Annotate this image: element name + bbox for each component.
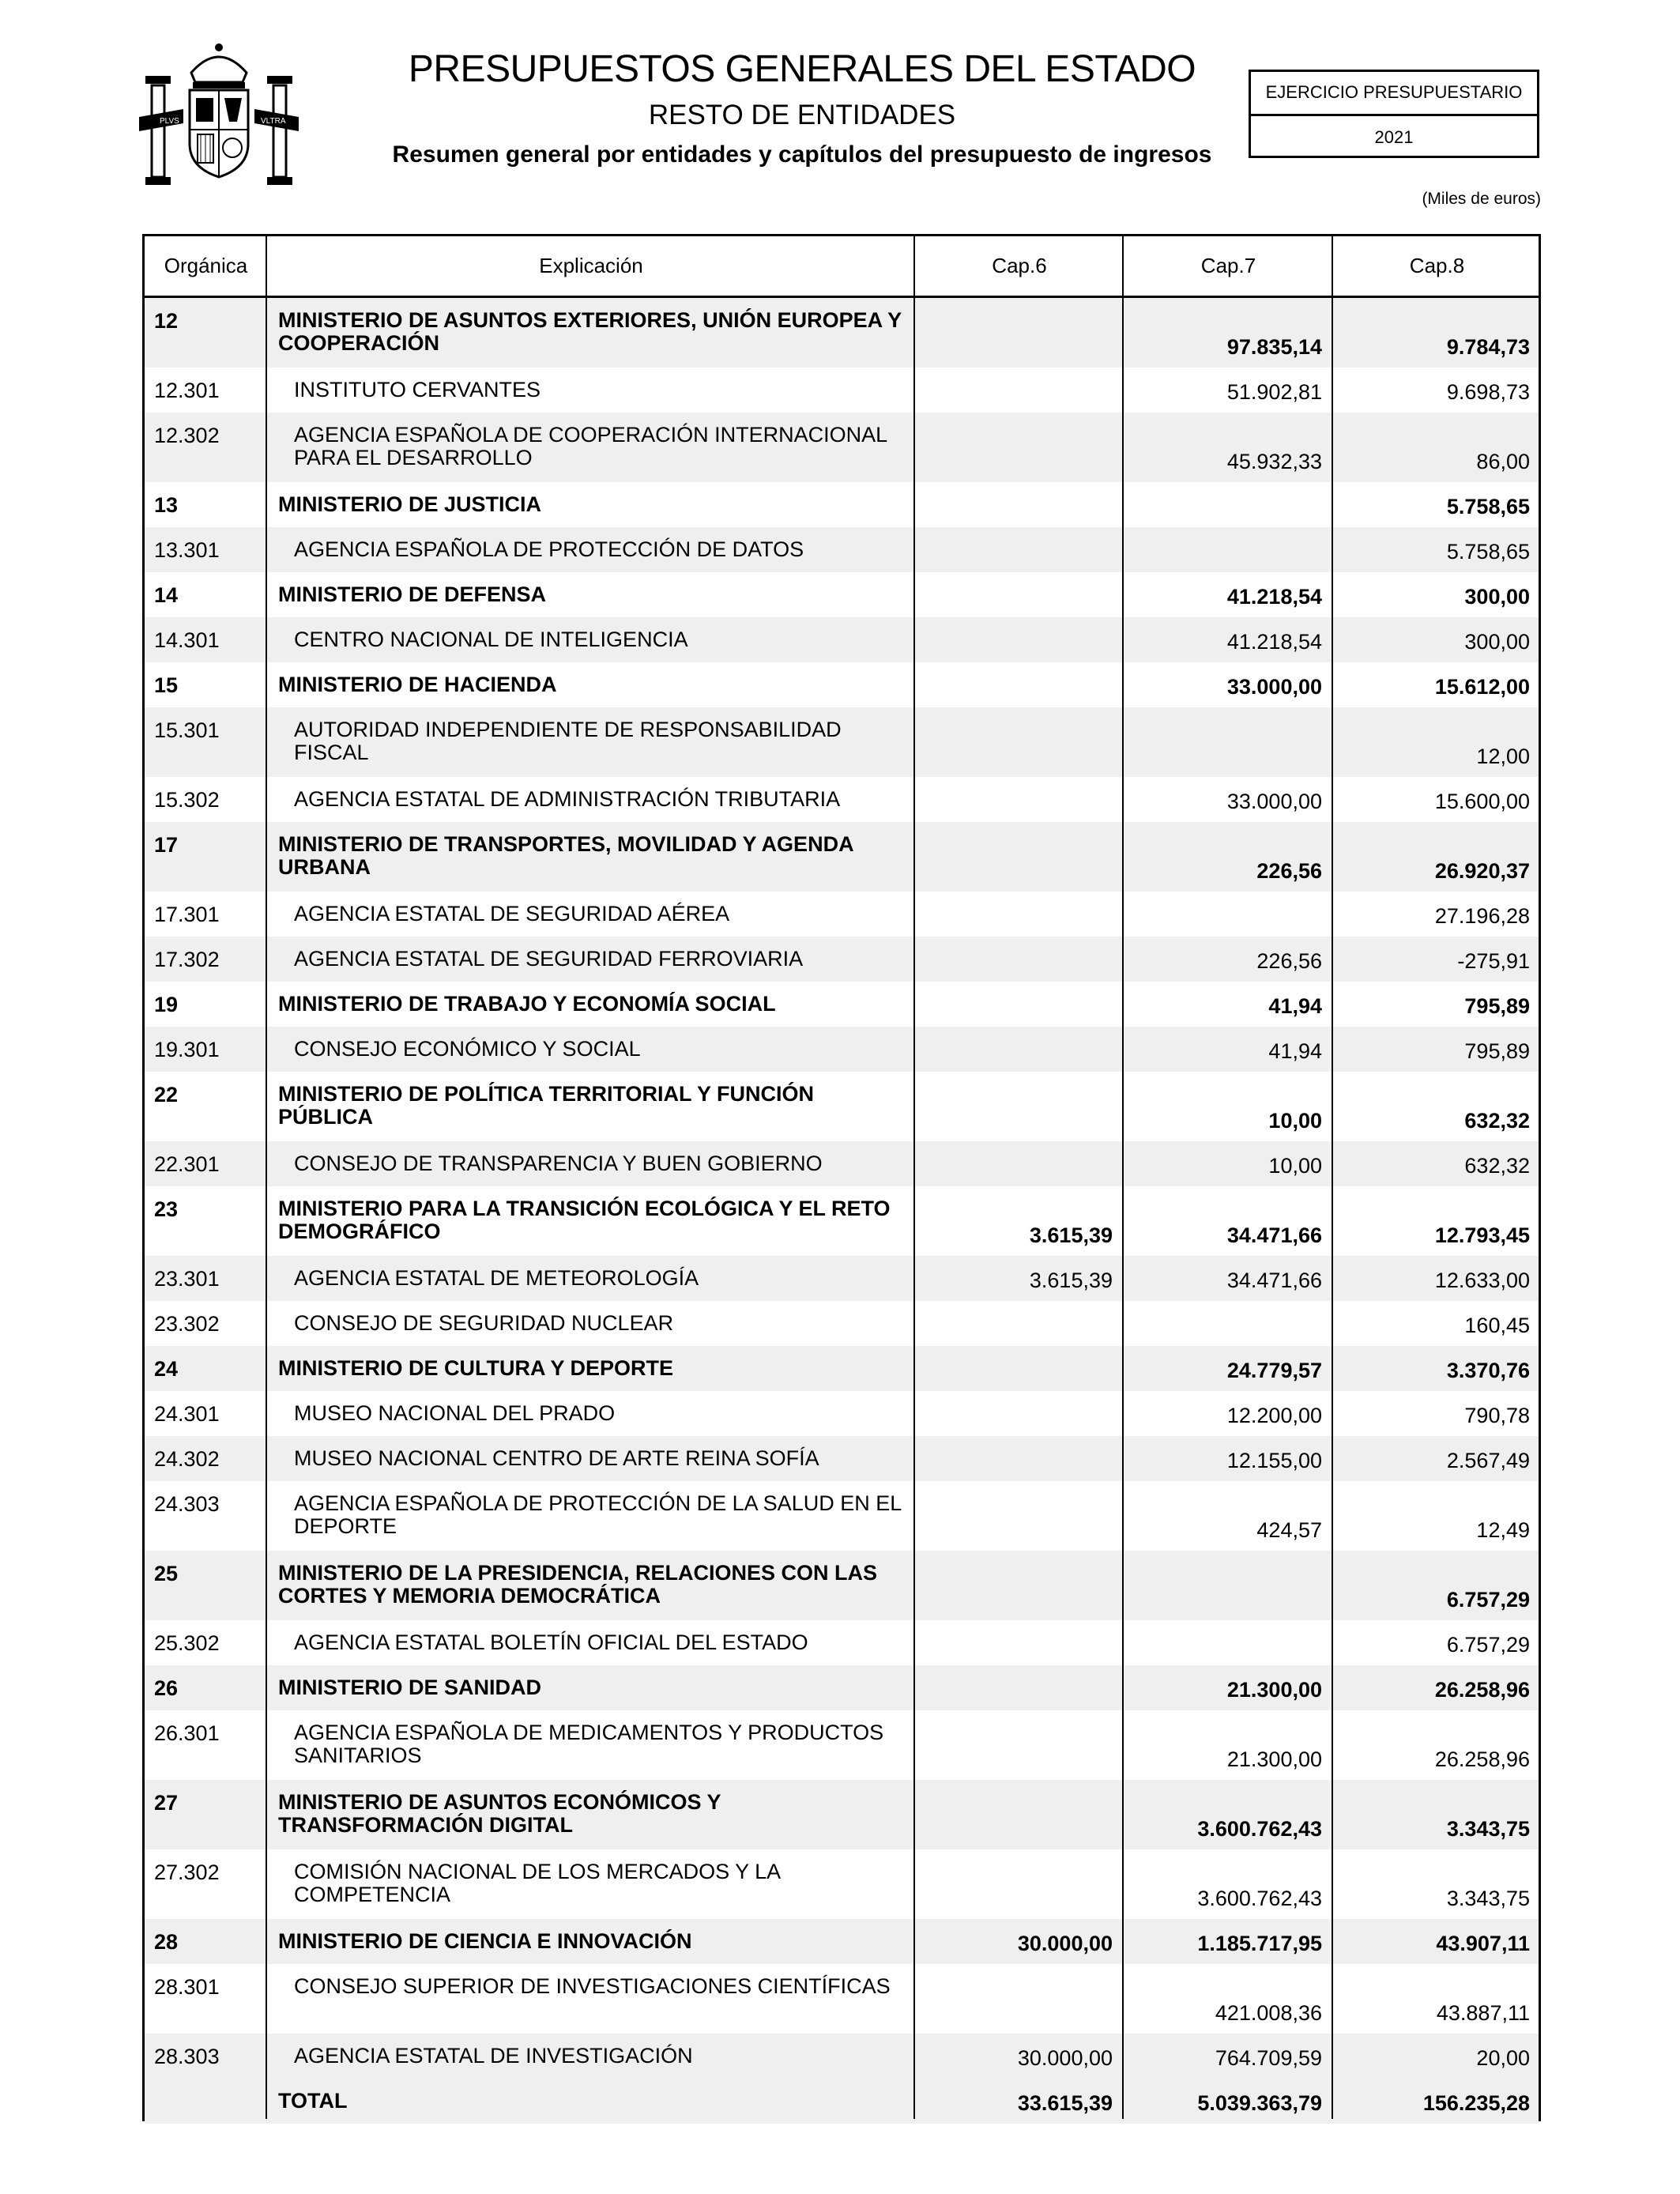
- explicacion-cell: CONSEJO ECONÓMICO Y SOCIAL: [294, 1037, 641, 1061]
- explicacion-cell: MINISTERIO DE CULTURA Y DEPORTE: [278, 1356, 674, 1380]
- cap7-cell: [1124, 1301, 1333, 1346]
- cap6-cell: [915, 777, 1124, 822]
- cap6-cell: [915, 298, 1124, 368]
- explicacion-cell: MINISTERIO DE TRANSPORTES, MOVILIDAD Y AGENDA URBANA: [278, 832, 853, 879]
- cap8-cell: 26.258,96: [1434, 1678, 1530, 1702]
- organica-cell: 12: [154, 309, 179, 333]
- explicacion-cell: CONSEJO DE TRANSPARENCIA Y BUEN GOBIERNO: [294, 1152, 823, 1175]
- cap7-cell: 41.218,54: [1226, 630, 1322, 654]
- organica-cell: 15.301: [154, 718, 220, 742]
- entity-row: [145, 1141, 1539, 1186]
- cap7-cell: 45.932,33: [1226, 450, 1322, 473]
- total-row: [145, 2079, 1539, 2124]
- organica-cell: 24.302: [154, 1447, 220, 1471]
- cap6-cell: [915, 368, 1124, 413]
- cap7-cell: 226,56: [1256, 949, 1322, 973]
- cap7-cell: 34.471,66: [1226, 1223, 1322, 1247]
- explicacion-cell: TOTAL: [278, 2089, 348, 2113]
- entity-row: [145, 1027, 1539, 1072]
- ministry-row: [145, 1551, 1539, 1620]
- organica-cell: 28: [154, 1930, 179, 1954]
- column-header-organica: Orgánica: [164, 254, 248, 277]
- cap7-cell: [1124, 1620, 1333, 1665]
- explicacion-cell: MUSEO NACIONAL CENTRO DE ARTE REINA SOFÍA: [294, 1446, 819, 1470]
- cap6-cell: [915, 1620, 1124, 1665]
- cap6-cell: [915, 1710, 1124, 1780]
- organica-cell: 24: [154, 1357, 179, 1381]
- explicacion-cell: MINISTERIO DE HACIENDA: [278, 673, 557, 696]
- fiscal-year-value: 2021: [1374, 127, 1414, 147]
- cap8-cell: 3.343,75: [1446, 1817, 1530, 1841]
- ministry-row: [145, 1186, 1539, 1256]
- cap6-cell: [915, 1391, 1124, 1436]
- entity-row: [145, 2034, 1539, 2079]
- cap6-cell: [915, 982, 1124, 1027]
- cap7-cell: 5.039.363,79: [1197, 2091, 1322, 2115]
- explicacion-cell: MINISTERIO DE JUSTICIA: [278, 492, 542, 516]
- organica-cell: 24.301: [154, 1402, 220, 1426]
- cap6-cell: [915, 1346, 1124, 1391]
- cap8-cell: 12.633,00: [1434, 1269, 1530, 1292]
- organica-cell: 13: [154, 493, 179, 517]
- cap7-cell: 12.200,00: [1226, 1404, 1322, 1427]
- cap7-cell: [1124, 892, 1333, 937]
- entity-row: [145, 1391, 1539, 1436]
- cap7-cell: 41,94: [1268, 1039, 1322, 1063]
- column-divider: [1122, 236, 1124, 2119]
- organica-cell: 12.302: [154, 424, 220, 447]
- cap8-cell: 6.757,29: [1446, 1633, 1530, 1657]
- cap8-cell: 790,78: [1464, 1404, 1530, 1427]
- organica-cell: 17.302: [154, 948, 220, 971]
- entity-row: [145, 1620, 1539, 1665]
- explicacion-cell: AGENCIA ESTATAL DE SEGURIDAD AÉREA: [294, 902, 730, 925]
- explicacion-cell: AGENCIA ESPAÑOLA DE PROTECCIÓN DE LA SALUD EN EL DEPORTE: [294, 1491, 902, 1538]
- cap6-cell: [915, 662, 1124, 707]
- cap8-cell: 156.235,28: [1422, 2091, 1530, 2115]
- cap8-cell: 27.196,28: [1434, 904, 1530, 928]
- entity-row: [145, 368, 1539, 413]
- cap8-cell: 6.757,29: [1446, 1588, 1530, 1612]
- explicacion-cell: CENTRO NACIONAL DE INTELIGENCIA: [294, 628, 688, 651]
- cap6-cell: [915, 1072, 1124, 1141]
- cap7-cell: 21.300,00: [1226, 1747, 1322, 1771]
- organica-cell: 27.302: [154, 1860, 220, 1884]
- cap8-cell: 300,00: [1464, 630, 1530, 654]
- explicacion-cell: MINISTERIO DE CIENCIA E INNOVACIÓN: [278, 1929, 692, 1953]
- organica-cell: 13.301: [154, 538, 220, 562]
- cap7-cell: 21.300,00: [1226, 1678, 1322, 1702]
- organica-cell: 14.301: [154, 628, 220, 652]
- cap7-cell: 3.600.762,43: [1197, 1817, 1322, 1841]
- entity-row: [145, 1436, 1539, 1481]
- organica-cell: 23.301: [154, 1267, 220, 1291]
- cap6-cell: [915, 1780, 1124, 1849]
- column-divider: [266, 236, 267, 2119]
- entity-row: [145, 777, 1539, 822]
- cap8-cell: 632,32: [1464, 1154, 1530, 1178]
- table-header: [145, 236, 1539, 298]
- cap6-cell: [915, 1849, 1124, 1919]
- explicacion-cell: MINISTERIO PARA LA TRANSICIÓN ECOLÓGICA Y EL RETO DEMOGRÁFICO: [278, 1197, 891, 1243]
- organica-cell: 26: [154, 1676, 179, 1700]
- organica-cell: 28.303: [154, 2045, 220, 2068]
- organica-cell: 22: [154, 1083, 179, 1106]
- cap6-cell: 33.615,39: [1017, 2091, 1113, 2115]
- organica-cell: [145, 2079, 267, 2124]
- cap6-cell: [915, 1436, 1124, 1481]
- entity-row: [145, 707, 1539, 777]
- explicacion-cell: AGENCIA ESTATAL BOLETÍN OFICIAL DEL ESTADO: [294, 1630, 808, 1654]
- cap6-cell: [915, 892, 1124, 937]
- cap6-cell: [915, 1665, 1124, 1710]
- explicacion-cell: CONSEJO DE SEGURIDAD NUCLEAR: [294, 1311, 674, 1335]
- cap6-cell: 30.000,00: [1017, 1932, 1113, 1955]
- cap7-cell: 424,57: [1256, 1518, 1322, 1542]
- ministry-row: [145, 482, 1539, 527]
- cap7-cell: 1.185.717,95: [1197, 1932, 1322, 1955]
- cap8-cell: 86,00: [1476, 450, 1530, 473]
- explicacion-cell: MINISTERIO DE ASUNTOS EXTERIORES, UNIÓN EUROPEA Y COOPERACIÓN: [278, 308, 902, 355]
- explicacion-cell: AGENCIA ESPAÑOLA DE COOPERACIÓN INTERNACIONAL PARA EL DESARROLLO: [294, 423, 887, 469]
- ministry-row: [145, 822, 1539, 892]
- organica-cell: 17.301: [154, 903, 220, 926]
- cap7-cell: 764.709,59: [1215, 2046, 1322, 2070]
- ministry-row: [145, 662, 1539, 707]
- cap6-cell: 3.615,39: [1029, 1223, 1113, 1247]
- cap6-cell: [915, 527, 1124, 572]
- explicacion-cell: MINISTERIO DE POLÍTICA TERRITORIAL Y FUNCIÓN PÚBLICA: [278, 1082, 815, 1129]
- cap7-cell: 97.835,14: [1226, 335, 1322, 359]
- cap7-cell: 41,94: [1268, 994, 1322, 1018]
- organica-cell: 17: [154, 833, 179, 857]
- ministry-row: [145, 1665, 1539, 1710]
- budget-table: [142, 234, 1541, 2121]
- organica-cell: 15.302: [154, 788, 220, 812]
- cap7-cell: 33.000,00: [1226, 675, 1322, 699]
- column-header-cap8: Cap.8: [1409, 254, 1465, 277]
- organica-cell: 28.301: [154, 1975, 220, 1999]
- cap8-cell: 43.907,11: [1436, 1932, 1530, 1955]
- organica-cell: 25.302: [154, 1631, 220, 1655]
- explicacion-cell: MINISTERIO DE TRABAJO Y ECONOMÍA SOCIAL: [278, 992, 776, 1016]
- ministry-row: [145, 572, 1539, 617]
- cap7-cell: 51.902,81: [1226, 380, 1322, 404]
- cap8-cell: 795,89: [1464, 1039, 1530, 1063]
- coat-of-arms-icon: [136, 41, 302, 191]
- cap8-cell: 3.343,75: [1446, 1887, 1530, 1910]
- cap6-cell: 3.615,39: [1029, 1269, 1113, 1292]
- cap6-cell: [915, 707, 1124, 777]
- cap8-cell: 12.793,45: [1434, 1223, 1530, 1247]
- entity-row: [145, 1849, 1539, 1919]
- ministry-row: [145, 1780, 1539, 1849]
- cap6-cell: [915, 1964, 1124, 2034]
- cap6-cell: [915, 937, 1124, 982]
- explicacion-cell: INSTITUTO CERVANTES: [294, 378, 541, 401]
- cap8-cell: 300,00: [1464, 585, 1530, 609]
- explicacion-cell: AGENCIA ESTATAL DE SEGURIDAD FERROVIARIA: [294, 947, 804, 971]
- cap7-cell: [1124, 527, 1333, 572]
- cap6-cell: [915, 1141, 1124, 1186]
- explicacion-cell: MINISTERIO DE SANIDAD: [278, 1676, 542, 1699]
- explicacion-cell: MINISTERIO DE ASUNTOS ECONÓMICOS Y TRANSFORMACIÓN DIGITAL: [278, 1790, 721, 1837]
- cap7-cell: 10,00: [1268, 1109, 1322, 1133]
- organica-cell: 19.301: [154, 1038, 220, 1061]
- explicacion-cell: COMISIÓN NACIONAL DE LOS MERCADOS Y LA COMPETENCIA: [294, 1860, 780, 1906]
- entity-row: [145, 1710, 1539, 1780]
- cap8-cell: 3.370,76: [1446, 1359, 1530, 1382]
- cap7-cell: 12.155,00: [1226, 1449, 1322, 1472]
- cap8-cell: 26.258,96: [1434, 1747, 1530, 1771]
- entity-row: [145, 1481, 1539, 1551]
- organica-cell: 22.301: [154, 1152, 220, 1176]
- cap8-cell: 795,89: [1464, 994, 1530, 1018]
- cap8-cell: 20,00: [1476, 2046, 1530, 2070]
- cap7-cell: [1124, 482, 1333, 527]
- organica-cell: 25: [154, 1562, 179, 1585]
- cap8-cell: -275,91: [1457, 949, 1530, 973]
- cap6-cell: [915, 822, 1124, 892]
- cap7-cell: 3.600.762,43: [1197, 1887, 1322, 1910]
- cap8-cell: 26.920,37: [1434, 859, 1530, 883]
- cap6-cell: [915, 617, 1124, 662]
- motto-right: VLTRA: [261, 117, 286, 126]
- page-description: Resumen general por entidades y capítulos del presupuesto de ingresos: [392, 141, 1212, 168]
- cap8-cell: 9.698,73: [1446, 380, 1530, 404]
- cap6-cell: 30.000,00: [1017, 2046, 1113, 2070]
- organica-cell: 19: [154, 993, 179, 1016]
- cap7-cell: 41.218,54: [1226, 585, 1322, 609]
- cap8-cell: 43.887,11: [1436, 2001, 1530, 2025]
- cap6-cell: [915, 1551, 1124, 1620]
- entity-row: [145, 617, 1539, 662]
- entity-row: [145, 937, 1539, 982]
- column-header-cap6: Cap.6: [992, 254, 1047, 277]
- cap7-cell: 34.471,66: [1226, 1269, 1322, 1292]
- organica-cell: 24.303: [154, 1492, 220, 1516]
- organica-cell: 27: [154, 1791, 179, 1815]
- entity-row: [145, 1964, 1539, 2034]
- column-divider: [1332, 236, 1333, 2119]
- entity-row: [145, 892, 1539, 937]
- entity-row: [145, 413, 1539, 482]
- cap8-cell: 160,45: [1464, 1314, 1530, 1337]
- organica-cell: 15: [154, 673, 179, 697]
- units-note: (Miles de euros): [1422, 190, 1541, 208]
- entity-row: [145, 1301, 1539, 1346]
- explicacion-cell: MINISTERIO DE DEFENSA: [278, 582, 547, 606]
- cap6-cell: [915, 1301, 1124, 1346]
- explicacion-cell: AGENCIA ESPAÑOLA DE PROTECCIÓN DE DATOS: [294, 537, 804, 561]
- cap8-cell: 12,49: [1476, 1518, 1530, 1542]
- cap8-cell: 15.600,00: [1434, 790, 1530, 813]
- cap8-cell: 5.758,65: [1446, 540, 1530, 564]
- cap8-cell: 2.567,49: [1446, 1449, 1530, 1472]
- cap7-cell: 421.008,36: [1215, 2001, 1322, 2025]
- explicacion-cell: AGENCIA ESTATAL DE METEOROLOGÍA: [294, 1266, 699, 1290]
- cap8-cell: 5.758,65: [1446, 495, 1530, 518]
- ministry-row: [145, 982, 1539, 1027]
- explicacion-cell: MUSEO NACIONAL DEL PRADO: [294, 1401, 616, 1425]
- page-subtitle: RESTO DE ENTIDADES: [648, 100, 956, 130]
- cap7-cell: 33.000,00: [1226, 790, 1322, 813]
- cap7-cell: [1124, 707, 1333, 777]
- column-divider: [913, 236, 915, 2119]
- entity-row: [145, 527, 1539, 572]
- cap7-cell: 10,00: [1268, 1154, 1322, 1178]
- cap6-cell: [915, 1027, 1124, 1072]
- cap8-cell: 12,00: [1476, 745, 1530, 768]
- organica-cell: 23.302: [154, 1312, 220, 1336]
- explicacion-cell: AGENCIA ESTATAL DE ADMINISTRACIÓN TRIBUTARIA: [294, 787, 841, 811]
- cap6-cell: [915, 482, 1124, 527]
- column-header-cap7: Cap.7: [1200, 254, 1256, 277]
- organica-cell: 14: [154, 583, 179, 607]
- ministry-row: [145, 1072, 1539, 1141]
- cap8-cell: 15.612,00: [1434, 675, 1530, 699]
- explicacion-cell: MINISTERIO DE LA PRESIDENCIA, RELACIONES CON LAS CORTES Y MEMORIA DEMOCRÁTICA: [278, 1561, 878, 1608]
- motto-left: PLVS: [160, 117, 179, 126]
- organica-cell: 12.301: [154, 379, 220, 402]
- fiscal-year-label: EJERCICIO PRESUPUESTARIO: [1251, 72, 1537, 116]
- explicacion-cell: AUTORIDAD INDEPENDIENTE DE RESPONSABILIDAD FISCAL: [294, 718, 842, 764]
- cap8-cell: 632,32: [1464, 1109, 1530, 1133]
- cap6-cell: [915, 1481, 1124, 1551]
- cap7-cell: [1124, 1551, 1333, 1620]
- page-title: PRESUPUESTOS GENERALES DEL ESTADO: [408, 48, 1196, 90]
- ministry-row: [145, 1919, 1539, 1964]
- explicacion-cell: AGENCIA ESTATAL DE INVESTIGACIÓN: [294, 2044, 693, 2068]
- cap6-cell: [915, 413, 1124, 482]
- organica-cell: 23: [154, 1197, 179, 1221]
- cap7-cell: 226,56: [1256, 859, 1322, 883]
- organica-cell: 26.301: [154, 1721, 220, 1745]
- explicacion-cell: AGENCIA ESPAÑOLA DE MEDICAMENTOS Y PRODUCTOS SANITARIOS: [294, 1721, 884, 1767]
- explicacion-cell: CONSEJO SUPERIOR DE INVESTIGACIONES CIENTÍFICAS: [294, 1974, 891, 1998]
- ministry-row: [145, 298, 1539, 368]
- cap8-cell: 9.784,73: [1446, 335, 1530, 359]
- cap6-cell: [915, 572, 1124, 617]
- cap7-cell: 24.779,57: [1226, 1359, 1322, 1382]
- entity-row: [145, 1256, 1539, 1301]
- column-header-explicacion: Explicación: [539, 254, 643, 277]
- ministry-row: [145, 1346, 1539, 1391]
- page-header: [348, 46, 1256, 172]
- fiscal-year-box: [1249, 70, 1539, 158]
- table-body: [145, 298, 1539, 2124]
